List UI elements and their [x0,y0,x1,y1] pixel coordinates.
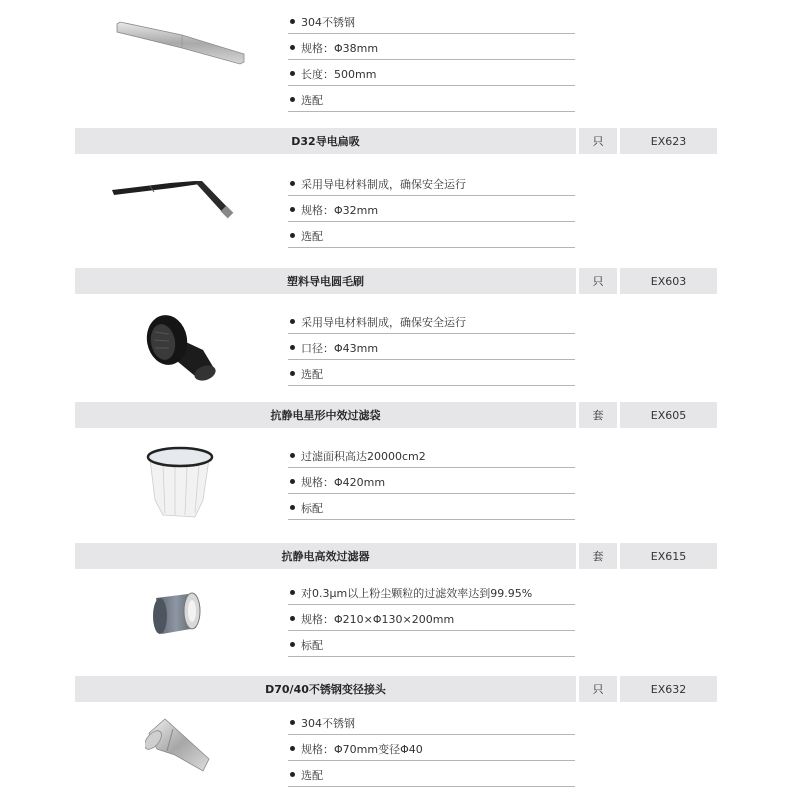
spec-list [288,442,575,520]
product-header-row [75,128,717,154]
product-code: EX615 [620,543,717,569]
bullet-icon [290,453,295,458]
stainless-steel-tube-image [112,18,252,72]
bullet-icon [290,616,295,621]
bullet-icon [290,19,295,24]
product-unit: 套 [579,543,617,569]
spec-list [288,170,575,248]
spec-item: 规格：Φ38mm [288,34,575,60]
bullet-icon [290,772,295,777]
hepa-filter-image [148,590,204,642]
bullet-icon [290,181,295,186]
spec-list [288,8,575,112]
spec-item: 304不锈钢 [288,709,575,735]
bullet-icon [290,479,295,484]
product-code: EX603 [620,268,717,294]
spec-item: 标配 [288,631,575,657]
product-name: D70/40不锈钢变径接头 [75,676,576,702]
spec-item: 长度：500mm [288,60,575,86]
product-unit: 只 [579,676,617,702]
spec-list [288,308,575,386]
product-header-row [75,268,717,294]
spec-item: 选配 [288,222,575,248]
product-name: 抗静电高效过滤器 [75,543,576,569]
bullet-icon [290,45,295,50]
bullet-icon [290,642,295,647]
spec-item: 选配 [288,360,575,386]
product-code: EX605 [620,402,717,428]
spec-item: 规格：Φ32mm [288,196,575,222]
spec-list [288,709,575,787]
reducer-adapter-image [145,715,215,784]
spec-item: 选配 [288,761,575,787]
product-header-row [75,543,717,569]
product-name: 塑料导电圆毛刷 [75,268,576,294]
product-code: EX623 [620,128,717,154]
bullet-icon [290,345,295,350]
bullet-icon [290,233,295,238]
product-header-row [75,402,717,428]
product-unit: 只 [579,128,617,154]
product-name: D32导电扁吸 [75,128,576,154]
spec-item: 采用导电材料制成，确保安全运行 [288,170,575,196]
spec-item: 过滤面积高达20000cm2 [288,442,575,468]
product-header-row [75,676,717,702]
bullet-icon [290,720,295,725]
spec-item: 规格：Φ420mm [288,468,575,494]
bullet-icon [290,590,295,595]
bullet-icon [290,505,295,510]
bullet-icon [290,97,295,102]
product-code: EX632 [620,676,717,702]
spec-item: 采用导电材料制成，确保安全运行 [288,308,575,334]
spec-list [288,579,575,657]
bullet-icon [290,71,295,76]
bullet-icon [290,371,295,376]
spec-item: 标配 [288,494,575,520]
crevice-tool-image [110,178,240,232]
spec-item: 规格：Φ210×Φ130×200mm [288,605,575,631]
spec-item: 304不锈钢 [288,8,575,34]
product-unit: 只 [579,268,617,294]
product-name: 抗静电星形中效过滤袋 [75,402,576,428]
spec-item: 选配 [288,86,575,112]
round-brush-image [145,312,225,386]
spec-item: 规格：Φ70mm变径Φ40 [288,735,575,761]
spec-item: 口径：Φ43mm [288,334,575,360]
bullet-icon [290,319,295,324]
bullet-icon [290,746,295,751]
product-unit: 套 [579,402,617,428]
filter-bag-image [145,445,215,529]
bullet-icon [290,207,295,212]
spec-item: 对0.3μm以上粉尘颗粒的过滤效率达到99.95% [288,579,575,605]
